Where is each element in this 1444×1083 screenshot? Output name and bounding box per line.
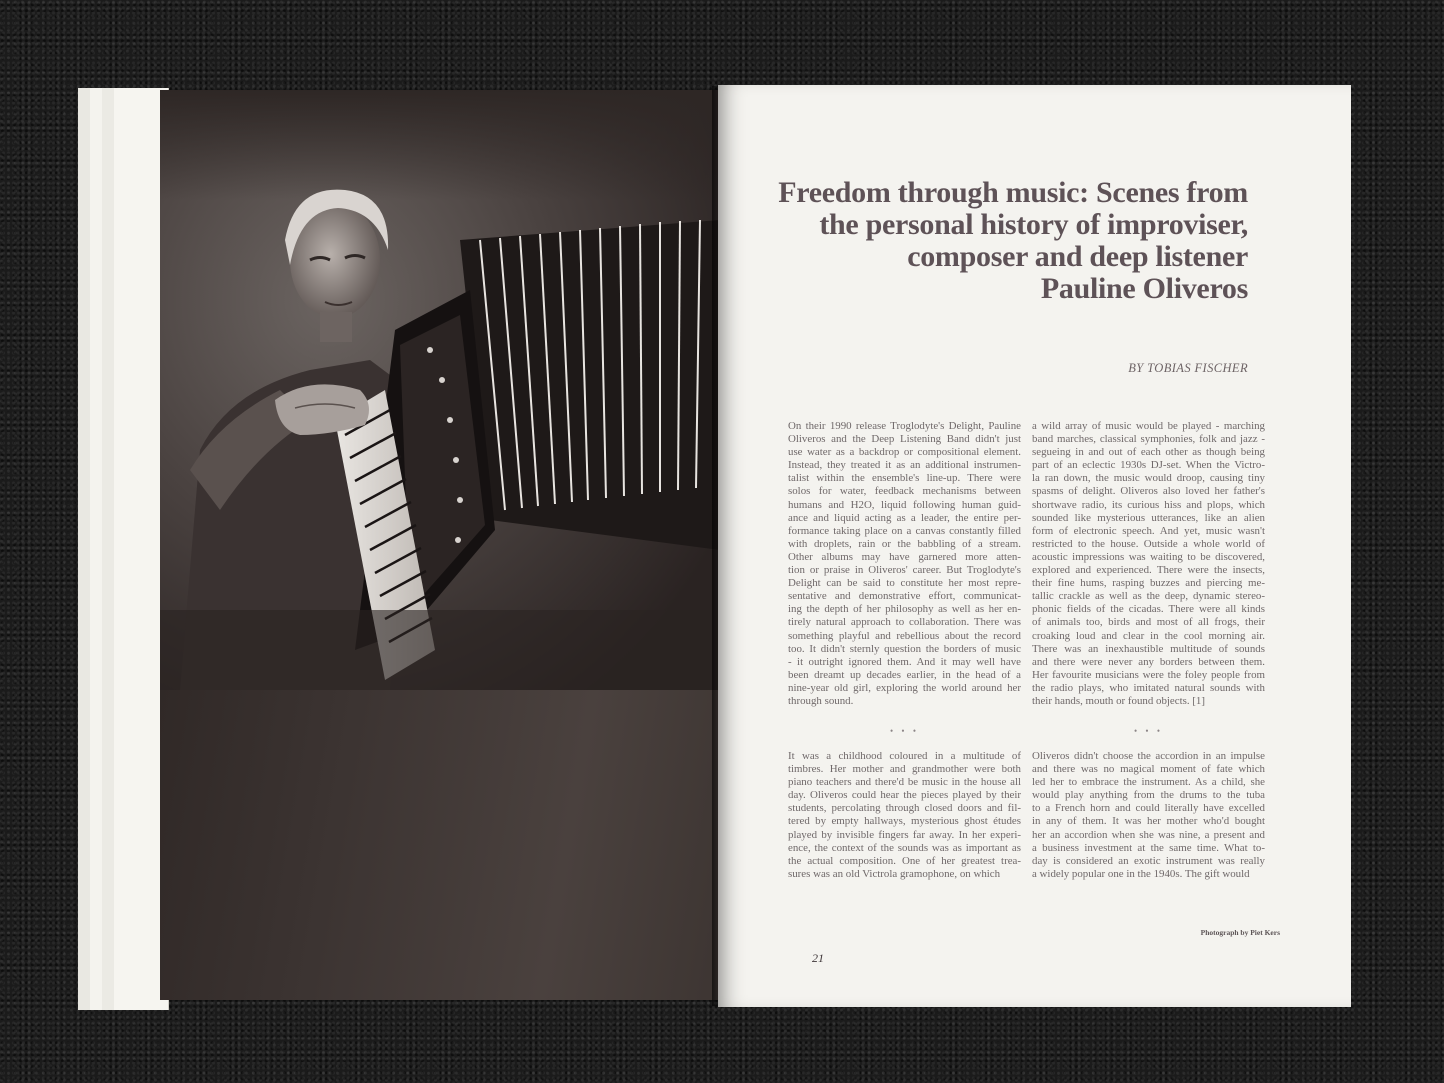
title-line: Pauline Oliveros <box>1040 272 1248 305</box>
text-line: tallic crackle as well as the deep, dynamic stereo- <box>1032 590 1265 603</box>
body-column-2 <box>1032 420 1265 708</box>
text-line: Instead, they treated it as an additional instrumen- <box>788 459 1021 472</box>
page-number: 21 <box>812 951 824 965</box>
text-line: her an accordion when she was nine, a present and <box>1032 828 1265 841</box>
text-line: talist within the ensemble's line-up. There were <box>788 472 1021 485</box>
text-line: segueing in and out of each other as though being <box>1032 446 1265 459</box>
text-line: something playful and rebellious about the record <box>788 629 1021 642</box>
photo-credit: Photograph by Piet Kers <box>1200 928 1280 937</box>
text-line: Her favourite musicians were the foley people from <box>1032 668 1265 681</box>
text-line: their hands, mouth or found objects. [1] <box>1032 694 1206 707</box>
text-line: the radio plays, who imitated natural sounds with <box>1032 681 1265 694</box>
text-line: played by invisible fingers far away. In her experi- <box>788 828 1021 841</box>
text-line: There was an inexhaustible multitude of sounds <box>1032 642 1265 655</box>
text-line: Other albums may have garnered more atten- <box>788 550 1021 563</box>
text-line: to a French horn and could literally have excelled <box>1032 802 1265 815</box>
text-line: Oliveros and the Deep Listening Band didn't just <box>788 433 1021 446</box>
text-line: humans and H2O, liquid following human guid- <box>788 498 1021 511</box>
text-line: students, percolating through closed doors and fil- <box>788 802 1021 815</box>
text-line: It was a childhood coloured in a multitude of <box>788 750 1021 762</box>
body-column-3 <box>788 750 1021 881</box>
text-line: sounded like mysterious utterances, like an alien <box>1032 511 1265 524</box>
text-line: tirely natural approach to collaboration. There was <box>788 616 1021 629</box>
section-separator: • • • <box>890 726 919 736</box>
text-line: their fine hums, rasping buzzes and piercing me- <box>1032 577 1265 590</box>
title-line: the personal history of improviser, <box>819 208 1248 241</box>
text-line: and there were never any borders between them. <box>1032 655 1265 668</box>
text-line: Delight can be said to constitute her most repre- <box>788 577 1021 590</box>
text-line: spasms of delight. Oliveros also loved her father's <box>1032 485 1265 498</box>
text-line: sentative and demonstrative effort, communicat- <box>788 590 1021 603</box>
text-line: tion or praise in Oliveros' career. But Troglodyte's <box>788 564 1021 577</box>
text-line: through sound. <box>788 694 854 707</box>
text-line: ence, the context of the sounds was as important as <box>788 841 1021 854</box>
text-line: tered by empty hallways, mysterious ghost études <box>788 815 1021 828</box>
text-line: Oliveros didn't choose the accordion in an impulse <box>1032 750 1265 762</box>
text-line: sures was an old Victrola gramophone, on which <box>788 867 1001 880</box>
text-line: nine-year old girl, exploring the world around her <box>788 681 1021 694</box>
right-page <box>718 85 1351 1007</box>
text-line: too. It didn't sternly question the borders of music <box>788 642 1021 655</box>
text-line: phonic fields of the cicadas. There were all kinds <box>1032 603 1265 616</box>
text-line: day is considered an exotic instrument was really <box>1032 854 1265 867</box>
text-line: use water as a backdrop or compositional element. <box>788 446 1021 459</box>
text-line: On their 1990 release Troglodyte's Delight, Pauline <box>788 420 1021 432</box>
text-line: shortwave radio, its curious hiss and plops, which <box>1032 498 1265 511</box>
text-line: la ran down, the music would droop, causing tiny <box>1032 472 1265 485</box>
text-line: acoustic impressions was waiting to be discovered, <box>1032 550 1265 563</box>
text-line: restricted to the house. Outside a whole world of <box>1032 537 1265 550</box>
text-line: with droplets, rain or the babbling of a stream. <box>788 537 1021 550</box>
text-line: the actual composition. One of her greatest trea- <box>788 854 1021 867</box>
text-line: ing the depth of her philosophy as well as her en- <box>788 603 1021 616</box>
text-line: led her to embrace the instrument. As a child, she <box>1032 776 1265 789</box>
text-line: a widely popular one in the 1940s. The gift would <box>1032 867 1250 880</box>
text-line: been dreamt up decades earlier, in the head of a <box>788 668 1021 681</box>
section-separator: • • • <box>1134 726 1163 736</box>
title-line: composer and deep listener <box>907 240 1248 273</box>
text-line: would play anything from the drums to the tuba <box>1032 789 1265 802</box>
photo-illustration <box>160 90 720 690</box>
text-line: and there was no magical moment of fate which <box>1032 763 1265 776</box>
text-line: a business investment at the same time. What to- <box>1032 841 1265 854</box>
text-line: piano teachers and there'd be music in the house all <box>788 776 1021 789</box>
text-line: ance and liquid acting as a leader, the entire per- <box>788 511 1021 524</box>
accordion-player-photo <box>160 90 720 690</box>
text-line: band marches, classical symphonies, folk and jazz - <box>1032 433 1265 446</box>
text-line: croaking loud and clear in the cool morning air. <box>1032 629 1265 642</box>
page-stack-edges <box>78 88 168 1010</box>
text-line: of animals too, birds and most of all frogs, their <box>1032 616 1265 629</box>
text-line: in any of them. It was her mother who'd bought <box>1032 815 1265 828</box>
text-line: a wild array of music would be played - marching <box>1032 420 1265 432</box>
body-column-1 <box>788 420 1021 708</box>
text-line: part of an eclectic 1930s DJ-set. When the Victro- <box>1032 459 1265 472</box>
text-line: solos for water, feedback mechanisms between <box>788 485 1021 498</box>
body-column-4 <box>1032 750 1265 881</box>
text-line: form of electronic speech. And yet, music wasn't <box>1032 524 1265 537</box>
text-line: explored and experienced. There were the insects, <box>1032 564 1265 577</box>
text-line: day. Oliveros could hear the pieces played by their <box>788 789 1021 802</box>
text-line: - it outright ignored them. And it may well have <box>788 655 1021 668</box>
text-line: timbres. Her mother and grandmother were both <box>788 763 1021 776</box>
article-title <box>688 177 1248 305</box>
text-line: formance taking place on a canvas constantly filled <box>788 524 1021 537</box>
title-line: Freedom through music: Scenes from <box>778 176 1248 209</box>
byline: BY TOBIAS FISCHER <box>1128 361 1248 375</box>
